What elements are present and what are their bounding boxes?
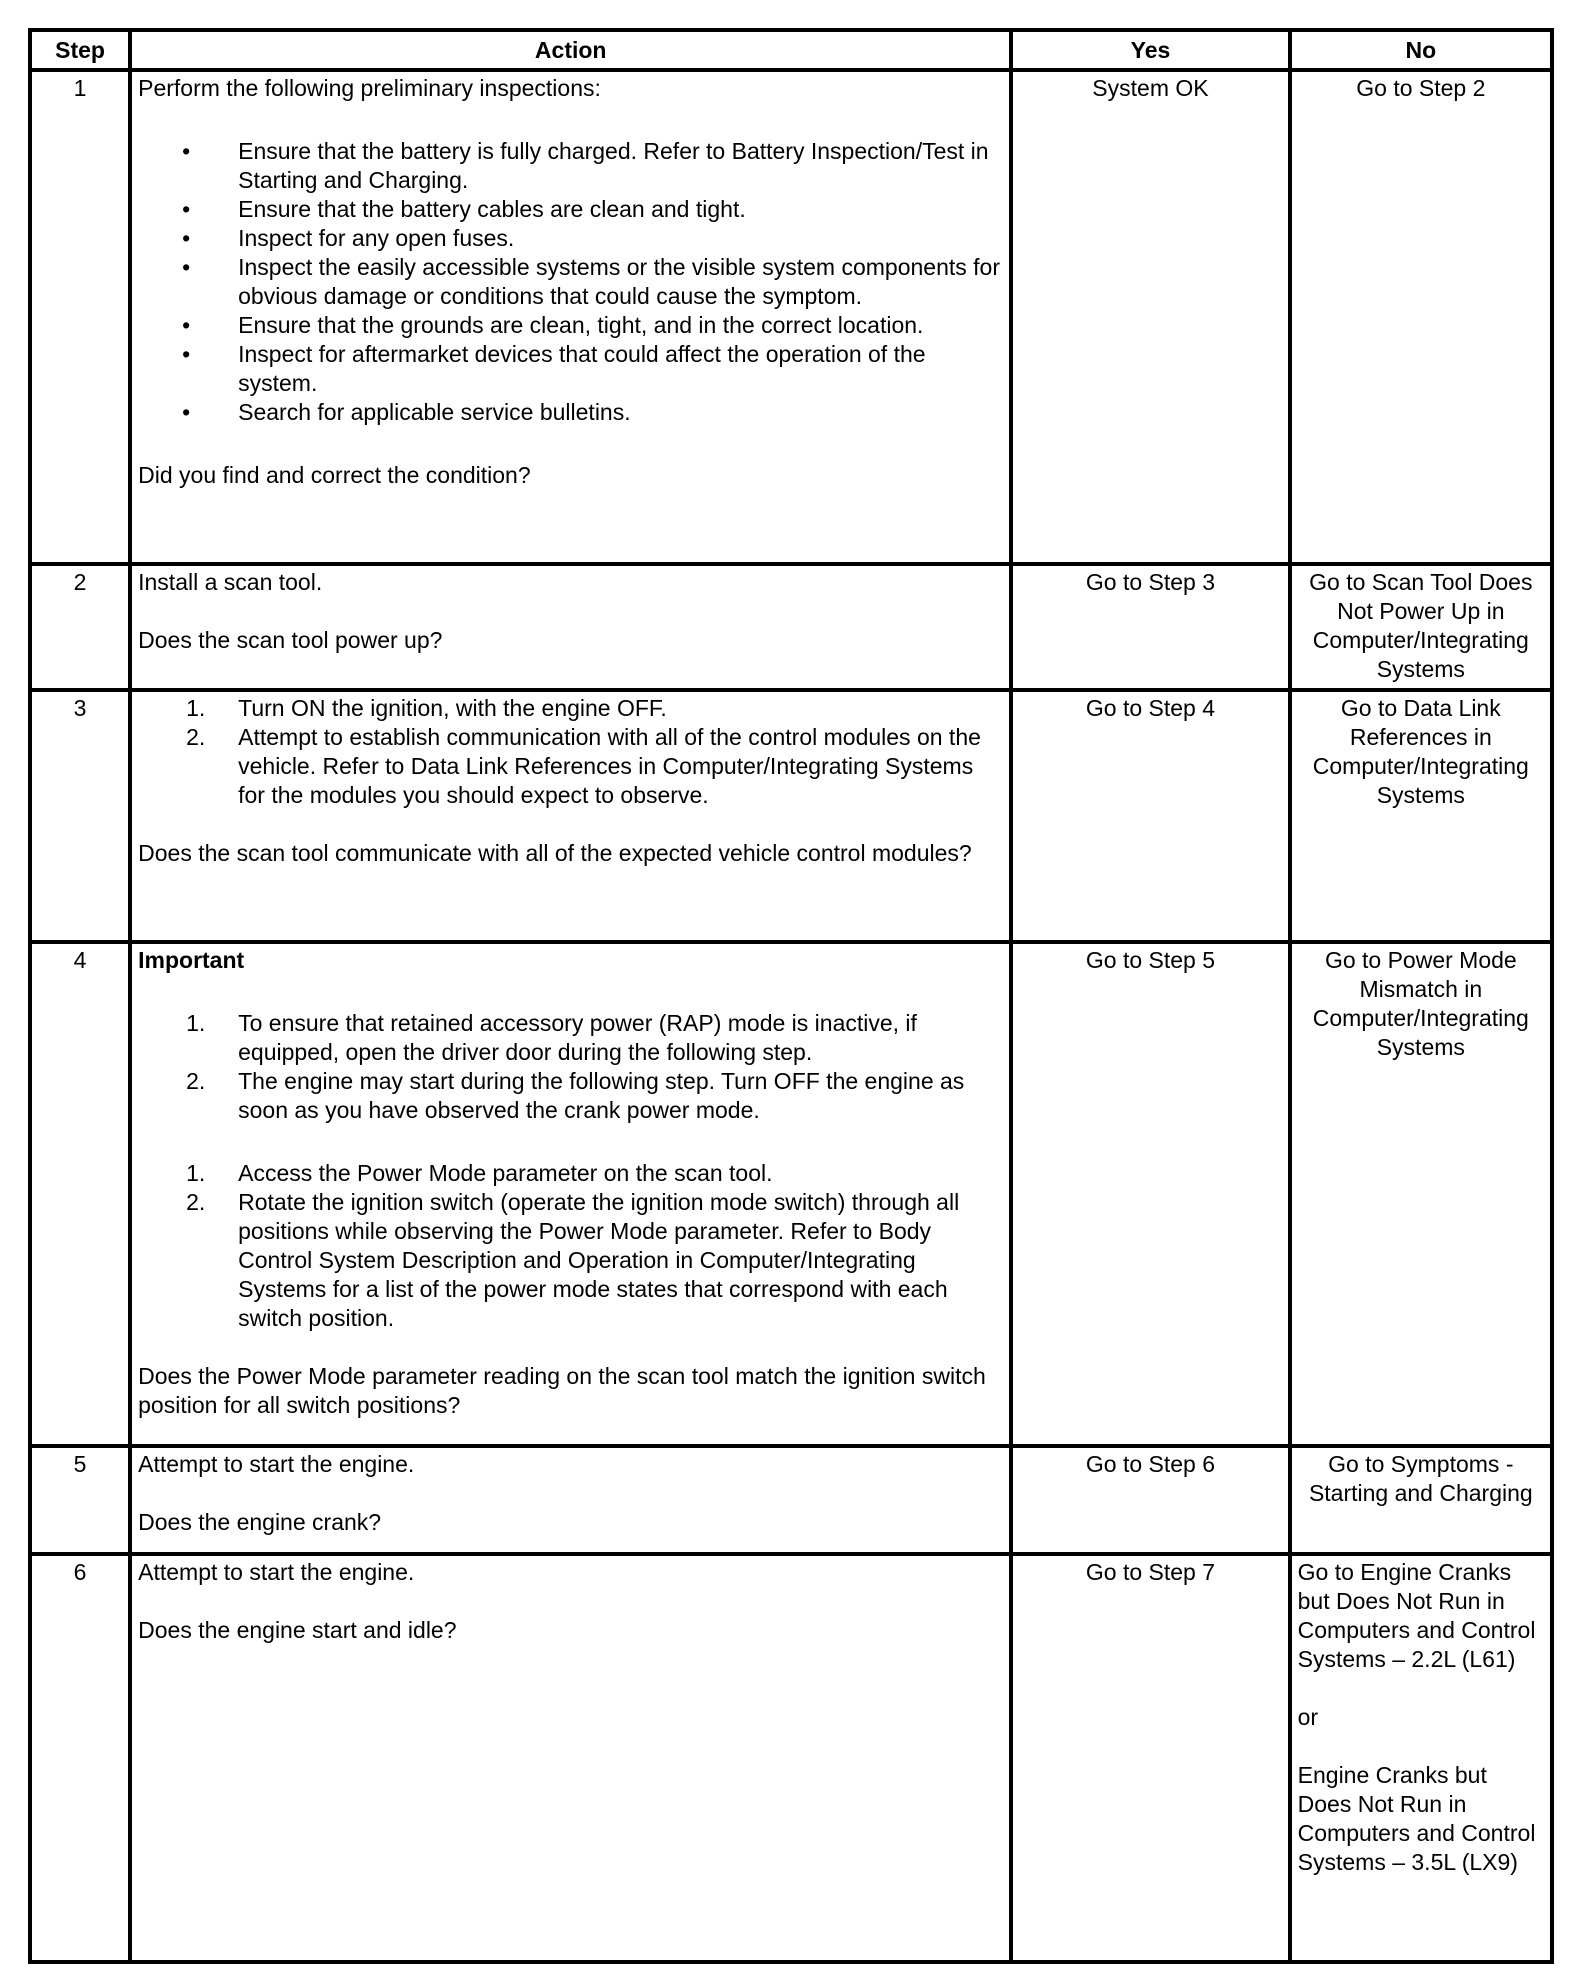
number-marker: 1.	[186, 695, 206, 721]
action-question: Does the scan tool power up?	[138, 627, 443, 653]
list-item: 2. Rotate the ignition switch (operate the ignition mode switch) through all positions while observing the Power Mode parameter. Refer to Body Control System Description and Operation in Computer/Integrating Systems for a list of the power mode states that correspond with each switch position.	[186, 1189, 960, 1331]
action-question: Does the scan tool communicate with all of the expected vehicle control modules?	[138, 840, 972, 866]
list-item: • Inspect for aftermarket devices that could affect the operation of the system.	[182, 341, 926, 396]
bullet-marker: •	[182, 254, 191, 280]
no-cell: Go to Step 2	[1290, 70, 1552, 564]
action-cell	[130, 1554, 1011, 1962]
step-number: 6	[30, 1554, 130, 1962]
table-row	[30, 690, 1552, 942]
bullet-marker: •	[182, 196, 191, 222]
number-marker: 1.	[186, 1010, 206, 1036]
no-option-2: Engine Cranks but Does Not Run in Computers and Control Systems – 3.5L (LX9)	[1297, 1762, 1536, 1875]
action-cell	[130, 1446, 1011, 1554]
yes-cell: Go to Step 4	[1011, 690, 1289, 942]
step-number: 1	[30, 70, 130, 564]
number-marker: 1.	[186, 1160, 206, 1186]
action-cell	[130, 942, 1011, 1446]
table-row	[30, 942, 1552, 1446]
action-cell	[130, 564, 1011, 690]
action-cell	[130, 70, 1011, 564]
bullet-marker: •	[182, 399, 191, 425]
table-row	[30, 1554, 1552, 1962]
yes-cell: System OK	[1011, 70, 1289, 564]
list-item: 1. Turn ON the ignition, with the engine OFF.	[186, 695, 667, 721]
important-list	[138, 1009, 1003, 1125]
number-marker: 2.	[186, 1068, 206, 1094]
bullet-marker: •	[182, 341, 191, 367]
table-row	[30, 70, 1552, 564]
table-row	[30, 1446, 1552, 1554]
no-cell: Go to Power Mode Mismatch in Computer/Integrating Systems	[1290, 942, 1552, 1446]
list-item: • Ensure that the grounds are clean, tight, and in the correct location.	[182, 312, 924, 338]
list-item: • Ensure that the battery cables are clean and tight.	[182, 196, 746, 222]
header-no: No	[1290, 30, 1552, 70]
diagnostic-table	[28, 28, 1554, 1964]
step-number: 4	[30, 942, 130, 1446]
action-intro: Perform the following preliminary inspections:	[138, 75, 601, 101]
no-cell: Go to Scan Tool Does Not Power Up in Computer/Integrating Systems	[1290, 564, 1552, 690]
list-item: 2. The engine may start during the following step. Turn OFF the engine as soon as you have observed the crank power mode.	[186, 1068, 965, 1123]
list-item: • Inspect for any open fuses.	[182, 225, 515, 251]
step-number: 3	[30, 690, 130, 942]
list-item: 1. To ensure that retained accessory power (RAP) mode is inactive, if equipped, open the driver door during the following step.	[186, 1010, 917, 1065]
yes-cell: Go to Step 6	[1011, 1446, 1289, 1554]
header-step: Step	[30, 30, 130, 70]
no-cell: Go to Symptoms - Starting and Charging	[1290, 1446, 1552, 1554]
no-or: or	[1297, 1704, 1319, 1730]
bullet-marker: •	[182, 312, 191, 338]
action-question: Does the Power Mode parameter reading on the scan tool match the ignition switch position for all switch positions?	[138, 1363, 986, 1418]
procedure-list	[138, 1159, 1003, 1333]
action-intro: Attempt to start the engine.	[138, 1451, 415, 1477]
step-number: 5	[30, 1446, 130, 1554]
action-question: Did you find and correct the condition?	[138, 462, 531, 488]
action-cell	[130, 690, 1011, 942]
action-intro: Install a scan tool.	[138, 569, 323, 595]
bullet-marker: •	[182, 138, 191, 164]
header-yes: Yes	[1011, 30, 1289, 70]
step-number: 2	[30, 564, 130, 690]
action-question: Does the engine start and idle?	[138, 1617, 457, 1643]
important-label: Important	[138, 947, 245, 973]
yes-cell: Go to Step 7	[1011, 1554, 1289, 1962]
no-option-1: Go to Engine Cranks but Does Not Run in Computers and Control Systems – 2.2L (L61)	[1297, 1559, 1536, 1672]
number-marker: 2.	[186, 1189, 206, 1215]
header-row	[30, 30, 1552, 70]
list-item: 1. Access the Power Mode parameter on the scan tool.	[186, 1160, 773, 1186]
yes-cell: Go to Step 3	[1011, 564, 1289, 690]
bullet-marker: •	[182, 225, 191, 251]
procedure-list	[138, 694, 1003, 810]
no-cell	[1290, 1554, 1552, 1962]
inspection-list	[138, 137, 1003, 427]
list-item: 2. Attempt to establish communication with all of the control modules on the vehicle. Refer to Data Link References in Computer/Integrating Systems for the modules you should expect to observe.	[186, 724, 981, 808]
header-action: Action	[130, 30, 1011, 70]
action-intro: Attempt to start the engine.	[138, 1559, 415, 1585]
number-marker: 2.	[186, 724, 206, 750]
yes-cell: Go to Step 5	[1011, 942, 1289, 1446]
no-cell: Go to Data Link References in Computer/Integrating Systems	[1290, 690, 1552, 942]
action-question: Does the engine crank?	[138, 1509, 382, 1535]
list-item: • Ensure that the battery is fully charged. Refer to Battery Inspection/Test in Starting and Charging.	[182, 138, 989, 193]
table-row	[30, 564, 1552, 690]
list-item: • Inspect the easily accessible systems or the visible system components for obvious damage or conditions that could cause the symptom.	[182, 254, 1000, 309]
list-item: • Search for applicable service bulletins.	[182, 399, 631, 425]
